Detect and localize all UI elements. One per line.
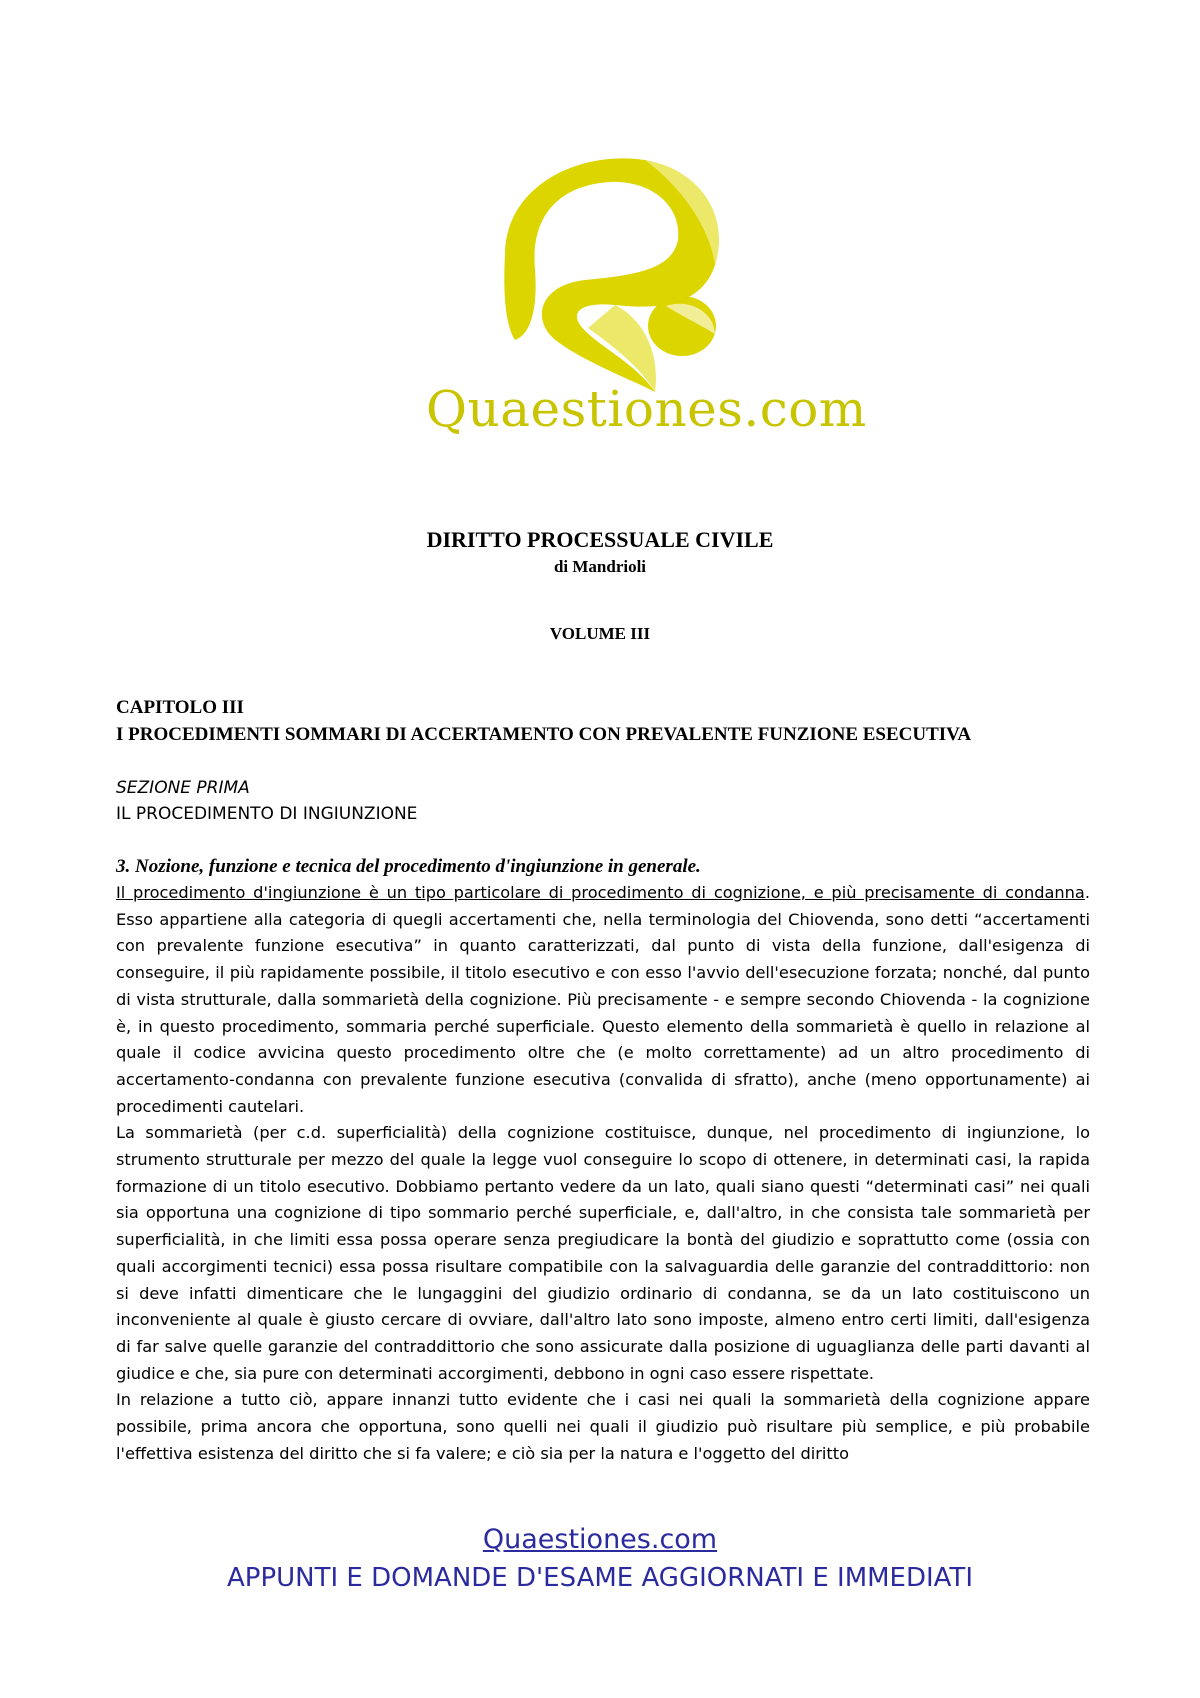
footer-tagline: APPUNTI E DOMANDE D'ESAME AGGIORNATI E IMMEDIATI bbox=[226, 1563, 973, 1593]
section-title: IL PROCEDIMENTO DI INGIUNZIONE bbox=[116, 804, 418, 824]
document-author: di Mandrioli bbox=[553, 557, 647, 576]
paragraph-heading: 3. Nozione, funzione e tecnica del procedimento d'ingiunzione in generale. bbox=[116, 856, 701, 877]
document-title: DIRITTO PROCESSUALE CIVILE bbox=[426, 527, 774, 552]
chapter-title: I PROCEDIMENTI SOMMARI DI ACCERTAMENTO CON PREVALENTE FUNZIONE ESECUTIVA bbox=[116, 724, 972, 745]
body-paragraph-2: La sommarietà (per c.d. superficialità) della cognizione costituisce, dunque, nel procedimento di ingiunzione, lo strumento strutturale per mezzo del quale la legge vuol conseguire lo scopo di ottenere, in determinati casi, la rapida formazione di un titolo esecutivo. Dobbiamo pertanto vedere da un lato, quali siano questi “determinati casi” nei quali sia opportuna una cognizione di tipo sommario perché superficiale, e, dall'altro, in che consista tale sommarietà per superficialità, in che limiti essa possa operare senza pregiudicare la bontà del giudizio e soprattutto come (ossia con quali accorgimenti tecnici) essa possa risultare compatibile con la salvaguardia delle garanzie del contraddittorio: non si deve infatti dimenticare che le lungaggini del giudizio ordinario di condanna, se da un lato costituiscono un inconveniente al quale è giusto cercare di ovviare, dall'altro lato sono imposte, almeno entro certi limiti, dall'esigenza di far salve quelle garanzie del contraddittorio che sono assicurate dalla posizione di uguaglianza delle parti davanti al giudice e che, sia pure con determinati accorgimenti, debbono in ogni caso essere rispettate. bbox=[116, 1123, 1090, 1383]
chapter-label: CAPITOLO III bbox=[116, 697, 244, 718]
body-paragraph-3: In relazione a tutto ciò, appare innanzi tutto evidente che i casi nei quali la sommarietà della cognizione appare possibile, prima ancora che opportuna, sono quelli nei quali il giudizio può risultare più semplice, e più probabile l'effettiva esistenza del diritto che si fa valere; e ciò sia per la natura e l'oggetto del diritto bbox=[116, 1390, 1090, 1463]
volume-label: VOLUME III bbox=[549, 624, 651, 643]
body-text-1: . Esso appartiene alla categoria di quegli accertamenti che, nella terminologia del Chiovenda, sono detti “accertamenti con prevalente funzione esecutiva” in quanto caratterizzati, dal punto di vista della funzione, dall'esigenza di conseguire, il più rapidamente possibile, il titolo esecutivo e con esso l'avvio dell'esecuzione forzata; nonché, dal punto di vista strutturale, dalla sommarietà della cognizione. Più precisamente - e sempre secondo Chiovenda - la cognizione è, in questo procedimento, sommaria perché superficiale. Questo elemento della sommarietà è quello in relazione al quale il codice avvicina questo procedimento oltre che (e molto correttamente) ad un altro procedimento di accertamento-condanna con prevalente funzione esecutiva (convalida di sfratto), anche (meno opportunamente) ai procedimenti cautelari. bbox=[116, 883, 1090, 1116]
document-body bbox=[116, 694, 1090, 1467]
logo-text: Quaestiones.com bbox=[426, 380, 867, 438]
body-paragraph-1 bbox=[116, 880, 1090, 1120]
section-label: SEZIONE PRIMA bbox=[116, 778, 250, 798]
underlined-lead-text: Il procedimento d'ingiunzione è un tipo particolare di procedimento di cognizione, e più precisamente di condanna bbox=[116, 883, 1085, 902]
footer-website-link[interactable]: Quaestiones.com bbox=[482, 1524, 718, 1555]
